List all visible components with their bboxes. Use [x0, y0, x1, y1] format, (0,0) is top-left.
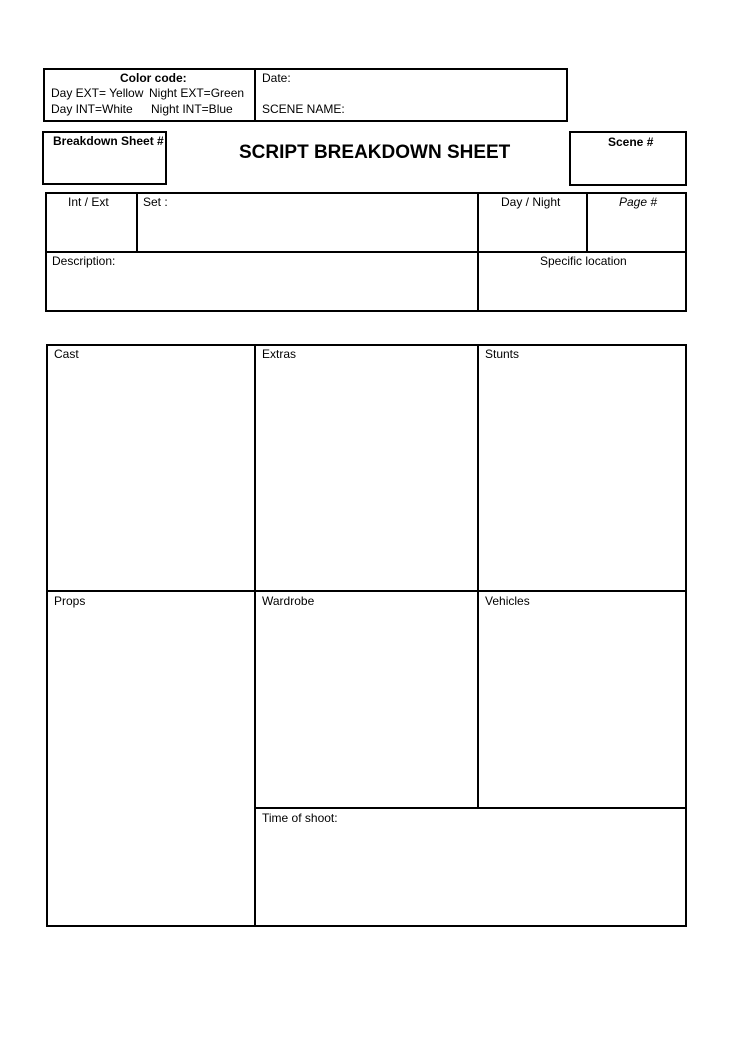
day-int-label: Day INT=White — [51, 102, 133, 116]
int-ext-divider — [136, 192, 138, 252]
set-label: Set : — [143, 195, 168, 209]
night-ext-label: Night EXT=Green — [149, 86, 245, 100]
scene-name-label: SCENE NAME: — [262, 102, 345, 116]
extras-label: Extras — [262, 347, 297, 361]
stunts-label: Stunts — [485, 347, 520, 361]
page-title: SCRIPT BREAKDOWN SHEET — [239, 142, 511, 163]
wardrobe-label: Wardrobe — [262, 594, 315, 608]
vehicles-label: Vehicles — [485, 594, 530, 608]
color-code-title: Color code: — [120, 71, 187, 85]
category-row-divider — [46, 590, 687, 592]
int-ext-label: Int / Ext — [68, 195, 109, 209]
color-code-divider — [254, 68, 256, 122]
day-night-divider — [586, 192, 588, 252]
page-number-label: Page # — [619, 195, 658, 209]
date-label: Date: — [262, 71, 291, 85]
cast-label: Cast — [54, 347, 79, 361]
extras-stunts-divider — [477, 344, 479, 808]
set-divider — [477, 192, 479, 312]
time-of-shoot-divider — [254, 807, 687, 809]
breakdown-categories-grid — [46, 344, 687, 927]
info-row-divider — [45, 251, 687, 253]
props-label: Props — [54, 594, 86, 608]
day-ext-label: Day EXT= Yellow — [51, 86, 144, 100]
night-int-label: Night INT=Blue — [151, 102, 233, 116]
cast-props-divider — [254, 344, 256, 927]
description-label: Description: — [52, 254, 116, 268]
day-night-label: Day / Night — [501, 195, 561, 209]
scene-number-label: Scene # — [608, 135, 654, 149]
time-of-shoot-label: Time of shoot: — [262, 811, 338, 825]
breakdown-sheet-number-label: Breakdown Sheet # — [53, 134, 164, 148]
specific-location-label: Specific location — [540, 254, 627, 268]
